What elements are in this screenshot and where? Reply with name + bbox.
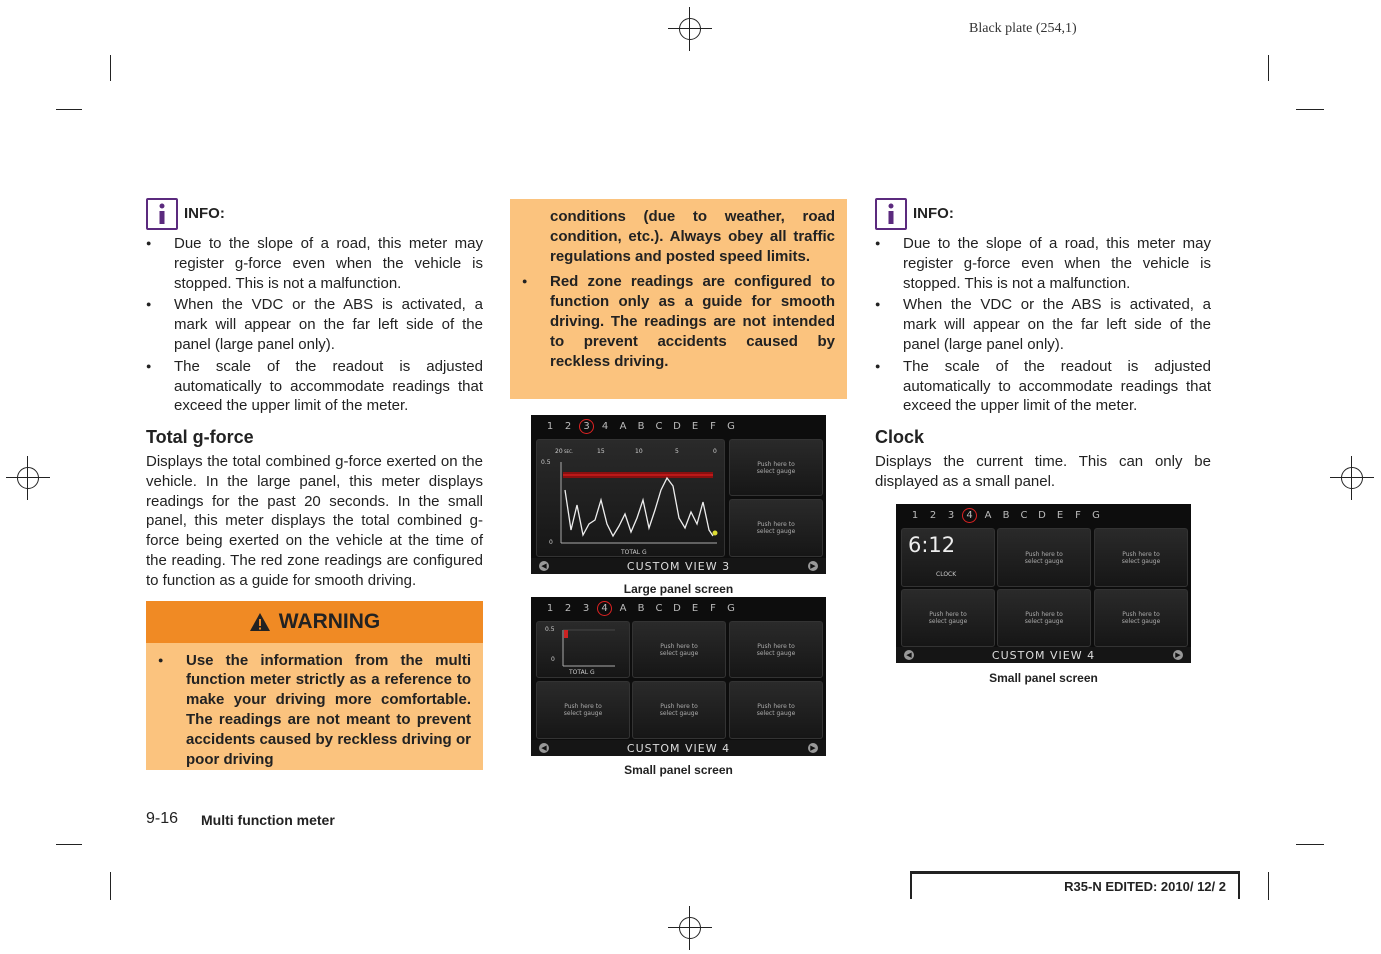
tab-d[interactable]: D bbox=[673, 420, 681, 432]
list-item: ● Due to the slope of a road, this meter may register g-force even when the vehicle is stopped. This is not a malfunction. bbox=[146, 234, 483, 293]
gauge-slot[interactable]: Push here to select gauge bbox=[729, 681, 823, 739]
view-label: CUSTOM VIEW 3 bbox=[531, 558, 826, 574]
section-body: Displays the total combined g-force exerted on the vehicle. In the large panel, this meter displays readings for the past 20 seconds. In the small panel, this meter displays the total combined g-force being exerted on the vehicle at the time of the reading. The red zone readings are configured to function as a guide for smooth driving. bbox=[146, 452, 483, 589]
tab-e[interactable]: E bbox=[691, 420, 699, 432]
clock-panel-screen bbox=[896, 504, 1191, 663]
info-list bbox=[146, 234, 483, 416]
page-number: 9-16 bbox=[146, 810, 179, 827]
edited-stamp: R35-N EDITED: 2010/ 12/ 2 bbox=[910, 871, 1240, 899]
prev-arrow-icon[interactable]: ◀ bbox=[539, 743, 549, 753]
tab-c[interactable]: C bbox=[655, 420, 663, 432]
gauge-slot[interactable]: Push here to select gauge bbox=[536, 681, 630, 739]
tab-4[interactable]: 4 bbox=[962, 508, 977, 523]
next-arrow-icon[interactable]: ▶ bbox=[808, 561, 818, 571]
clock-label: CLOCK bbox=[936, 571, 957, 578]
tab-3[interactable]: 3 bbox=[579, 419, 594, 434]
info-label: INFO: bbox=[184, 205, 225, 223]
crop-mark bbox=[1296, 844, 1324, 845]
gauge-slot[interactable]: Push here to select gauge bbox=[729, 439, 823, 496]
gauge-slot[interactable]: Push here to select gauge bbox=[729, 621, 823, 678]
clock-panel-caption: Small panel screen bbox=[989, 671, 1098, 685]
list-item: ● When the VDC or the ABS is activated, a mark will appear on the far left side of the panel (large panel only). bbox=[875, 295, 1211, 354]
tab-e[interactable]: E bbox=[1056, 509, 1064, 521]
graph-tick: 10 bbox=[635, 448, 643, 455]
large-panel-caption: Large panel screen bbox=[623, 582, 734, 596]
crop-mark bbox=[110, 872, 111, 900]
warning-body bbox=[146, 643, 483, 770]
tab-f[interactable]: F bbox=[1075, 509, 1081, 521]
list-item: ● The scale of the readout is adjusted automatically to accommodate readings that exceed the upper limit of the meter. bbox=[146, 357, 483, 416]
tab-g[interactable]: G bbox=[727, 420, 735, 432]
tab-2[interactable]: 2 bbox=[929, 509, 937, 521]
tab-a[interactable]: A bbox=[984, 509, 992, 521]
tab-2[interactable]: 2 bbox=[564, 420, 572, 432]
large-panel-screen bbox=[531, 415, 826, 574]
section-heading: Total g-force bbox=[146, 427, 254, 448]
graph-y-label: 0 bbox=[549, 539, 553, 546]
tab-g[interactable]: G bbox=[727, 602, 735, 614]
warning-icon bbox=[249, 612, 271, 632]
registration-mark bbox=[1330, 456, 1374, 500]
tab-2[interactable]: 2 bbox=[564, 602, 572, 614]
gauge-slot[interactable]: Push here to select gauge bbox=[1094, 528, 1188, 587]
gauge-slot[interactable]: Push here to select gauge bbox=[632, 621, 726, 678]
crop-mark bbox=[56, 109, 82, 110]
view-label: CUSTOM VIEW 4 bbox=[896, 647, 1191, 663]
warning-continuation bbox=[510, 199, 847, 399]
tab-1[interactable]: 1 bbox=[911, 509, 919, 521]
tab-e[interactable]: E bbox=[691, 602, 699, 614]
crop-mark bbox=[56, 844, 82, 845]
registration-mark bbox=[668, 7, 712, 51]
right-column bbox=[875, 198, 1211, 492]
crop-mark bbox=[1296, 109, 1324, 110]
gauge-slot[interactable]: Push here to select gauge bbox=[1094, 589, 1188, 647]
svg-text:TOTAL G: TOTAL G bbox=[569, 669, 595, 676]
warning-box bbox=[146, 601, 483, 770]
section-name: Multi function meter bbox=[201, 812, 335, 828]
gauge-slot[interactable]: Push here to select gauge bbox=[632, 681, 726, 739]
crop-mark bbox=[1268, 872, 1269, 900]
tab-1[interactable]: 1 bbox=[546, 420, 554, 432]
gauge-slot[interactable]: Push here to select gauge bbox=[729, 499, 823, 557]
list-item: ● Use the information from the multi function meter strictly as a reference to make your driving more comfortable. The readings are not meant to prevent accidents caused by reckless driving or poor driving bbox=[158, 651, 471, 770]
tab-b[interactable]: B bbox=[637, 420, 645, 432]
graph-total-g-label: TOTAL G bbox=[621, 549, 647, 556]
tab-g[interactable]: G bbox=[1092, 509, 1100, 521]
info-header bbox=[875, 198, 1211, 230]
registration-mark bbox=[668, 906, 712, 950]
tab-c[interactable]: C bbox=[655, 602, 663, 614]
gauge-slot[interactable]: Push here to select gauge bbox=[997, 589, 1091, 647]
tab-d[interactable]: D bbox=[673, 602, 681, 614]
svg-text:0.5: 0.5 bbox=[545, 626, 555, 633]
tab-1[interactable]: 1 bbox=[546, 602, 554, 614]
prev-arrow-icon[interactable]: ◀ bbox=[539, 561, 549, 571]
next-arrow-icon[interactable]: ▶ bbox=[1173, 650, 1183, 660]
info-list bbox=[875, 234, 1211, 416]
tab-d[interactable]: D bbox=[1038, 509, 1046, 521]
plate-label: Black plate (254,1) bbox=[969, 21, 1077, 36]
small-panel-screen bbox=[531, 597, 826, 756]
warning-cont-text: conditions (due to weather, road condition, etc.). Always obey all traffic regulations and posted speed limits. bbox=[550, 208, 835, 265]
tab-3[interactable]: 3 bbox=[947, 509, 955, 521]
gauge-slot[interactable]: Push here to select gauge bbox=[997, 528, 1091, 587]
clock-time: 6:12 bbox=[908, 533, 956, 557]
tab-bar bbox=[531, 597, 826, 619]
g-force-graph-panel[interactable] bbox=[536, 439, 725, 557]
g-force-graph bbox=[537, 440, 724, 556]
tab-a[interactable]: A bbox=[619, 420, 627, 432]
graph-tick: 0 bbox=[713, 448, 717, 455]
graph-tick: 5 bbox=[675, 448, 679, 455]
graph-sec-label: SEC. bbox=[564, 449, 574, 454]
tab-b[interactable]: B bbox=[637, 602, 645, 614]
graph-y-label: 0.5 bbox=[541, 459, 551, 466]
section-body: Displays the current time. This can only be displayed as a small panel. bbox=[875, 452, 1211, 490]
section-heading: Clock bbox=[875, 427, 925, 448]
prev-arrow-icon[interactable]: ◀ bbox=[904, 650, 914, 660]
crop-mark bbox=[1268, 55, 1269, 81]
list-item: ● Due to the slope of a road, this meter may register g-force even when the vehicle is stopped. This is not a malfunction. bbox=[875, 234, 1211, 293]
svg-text:0: 0 bbox=[551, 656, 555, 663]
tab-3[interactable]: 3 bbox=[582, 602, 590, 614]
next-arrow-icon[interactable]: ▶ bbox=[808, 743, 818, 753]
tab-bar bbox=[531, 415, 826, 437]
graph-tick: 20 bbox=[555, 448, 563, 455]
clock-tile[interactable] bbox=[901, 528, 995, 587]
registration-mark bbox=[6, 456, 50, 500]
info-header bbox=[146, 198, 483, 230]
small-panel-caption: Small panel screen bbox=[624, 763, 733, 777]
info-icon bbox=[875, 198, 907, 230]
graph-tick: 15 bbox=[597, 448, 605, 455]
tab-f[interactable]: F bbox=[710, 420, 716, 432]
warning-title: WARNING bbox=[278, 609, 381, 633]
tab-c[interactable]: C bbox=[1020, 509, 1028, 521]
tab-b[interactable]: B bbox=[1002, 509, 1010, 521]
tab-4[interactable]: 4 bbox=[597, 601, 612, 616]
tab-a[interactable]: A bbox=[619, 602, 627, 614]
info-label: INFO: bbox=[913, 205, 954, 223]
tab-f[interactable]: F bbox=[710, 602, 716, 614]
left-column bbox=[146, 198, 483, 770]
warning-header bbox=[146, 601, 483, 643]
list-item: ● When the VDC or the ABS is activated, a mark will appear on the far left side of the panel (large panel only). bbox=[146, 295, 483, 354]
g-force-small-panel[interactable] bbox=[536, 621, 630, 678]
list-item: ● The scale of the readout is adjusted automatically to accommodate readings that exceed the upper limit of the meter. bbox=[875, 357, 1211, 416]
gauge-slot[interactable]: Push here to select gauge bbox=[901, 589, 995, 647]
list-item: ● Red zone readings are configured to function only as a guide for smooth driving. The readings are not intended to prevent accidents caused by reckless driving. bbox=[522, 272, 835, 371]
tab-bar bbox=[896, 504, 1191, 526]
crop-mark bbox=[110, 55, 111, 81]
info-icon bbox=[146, 198, 178, 230]
tab-4[interactable]: 4 bbox=[601, 420, 609, 432]
view-label: CUSTOM VIEW 4 bbox=[531, 740, 826, 756]
